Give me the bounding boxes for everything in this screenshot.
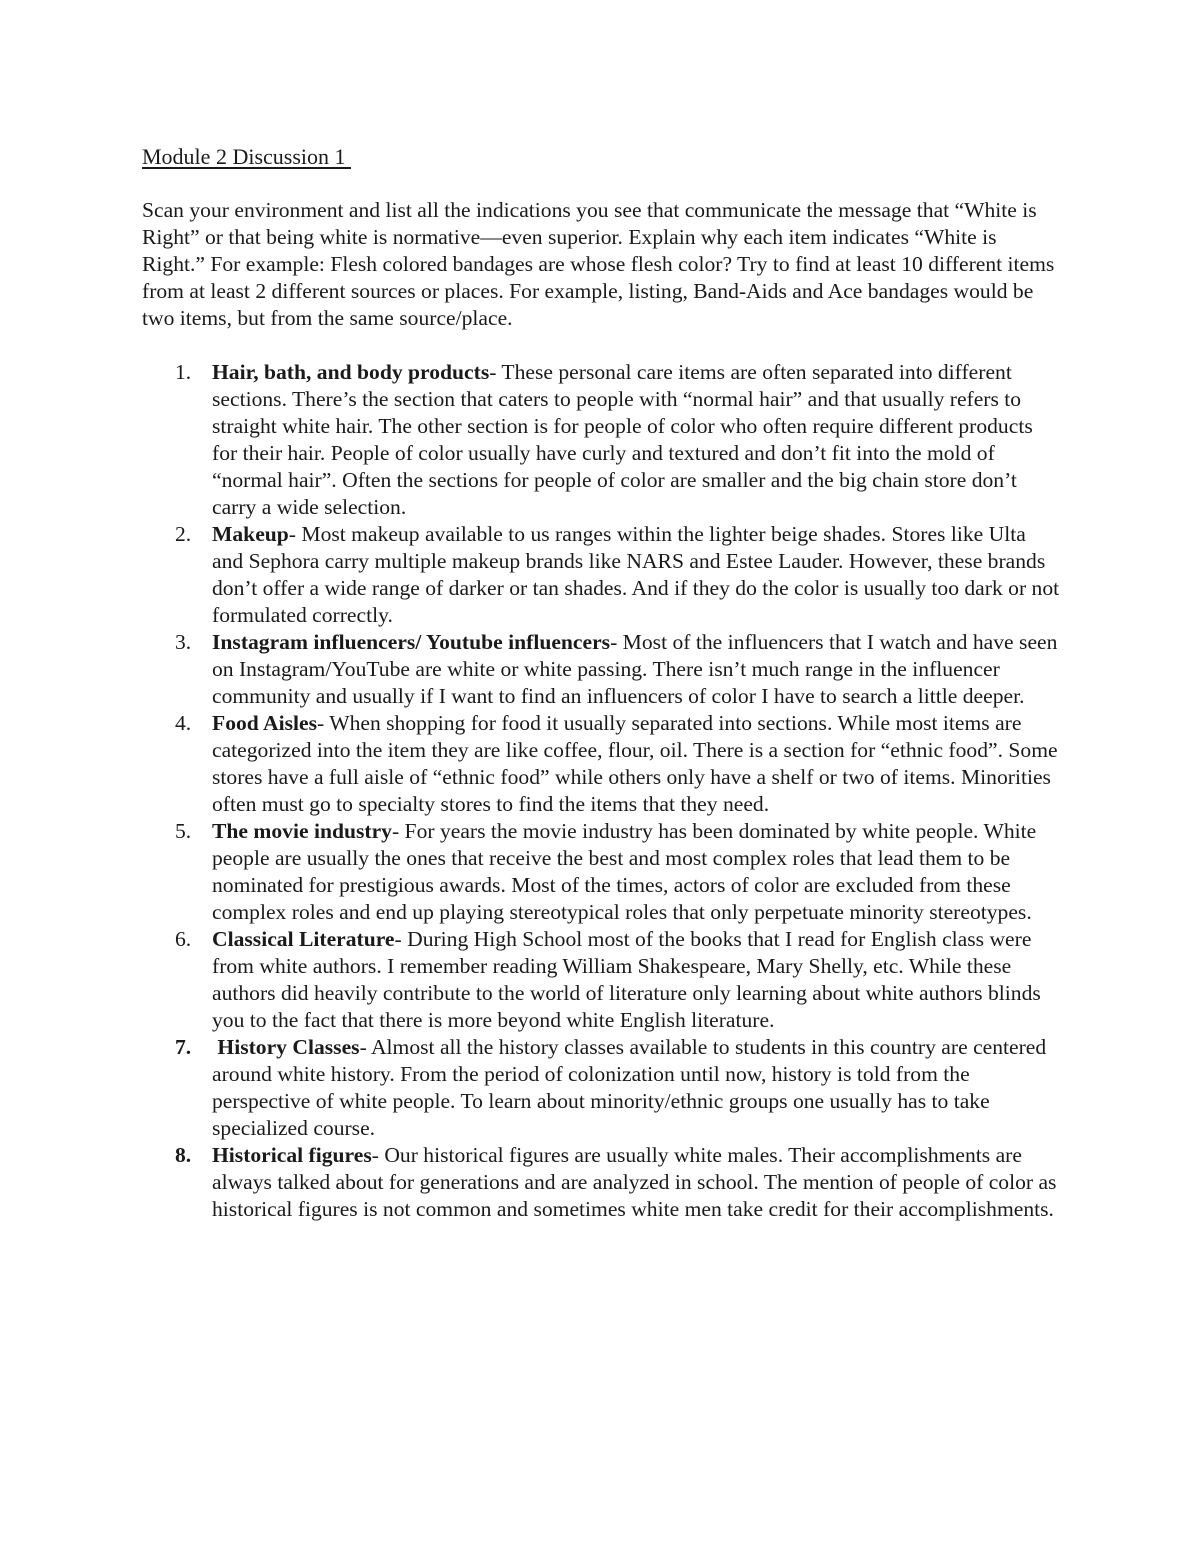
item-text: - Almost all the history classes available to students in this country are centered around white history. From the period of colonization until now, history is told from the perspective of white people. To learn about minority/ethnic groups one usually has to take specialized course.	[212, 1035, 1047, 1140]
list-item	[142, 710, 1060, 818]
document-title: Module 2 Discussion 1	[142, 144, 351, 169]
item-number: 7.	[175, 1035, 192, 1059]
item-text: - For years the movie industry has been dominated by white people. White people are usually the ones that receive the best and most complex roles that lead them to be nominated for prestigious awards. Most of the times, actors of color are excluded from these complex roles and end up playing stereotypical roles that only perpetuate minority stereotypes.	[212, 819, 1037, 924]
item-heading: Instagram influencers/ Youtube influencers	[212, 630, 611, 654]
list-item	[142, 629, 1060, 710]
item-heading: Historical figures	[212, 1143, 372, 1167]
item-heading: The movie industry	[212, 819, 392, 843]
list-item	[142, 1142, 1060, 1223]
item-text: - When shopping for food it usually separated into sections. While most items are categorized into the item they are like coffee, flour, oil. There is a section for “ethnic food”. Some stores have a full aisle of “ethnic food” while others only have a shelf or two of items. Minorities often must go to specialty stores to find the items that they need.	[212, 711, 1058, 816]
item-number: 5.	[175, 819, 192, 843]
item-heading: Classical Literature	[212, 927, 395, 951]
item-number: 1.	[175, 360, 192, 384]
items-list	[142, 359, 1060, 1223]
item-heading: Hair, bath, and body products	[212, 360, 490, 384]
item-number: 4.	[175, 711, 192, 735]
list-item	[142, 359, 1060, 521]
item-heading: Food Aisles	[212, 711, 317, 735]
item-heading: Makeup	[212, 522, 289, 546]
item-text: - These personal care items are often separated into different sections. There’s the section that caters to people with “normal hair” and that usually refers to straight white hair. The other section is for people of color who often require different products for their hair. People of color usually have curly and textured and don’t fit into the mold of “normal hair”. Often the sections for people of color are smaller and the big chain store don’t carry a wide selection.	[212, 360, 1033, 519]
assignment-prompt: Scan your environment and list all the indications you see that communicate the message that “White is Right” or that being white is normative—even superior. Explain why each item indicates “White is Right.” For example: Flesh colored bandages are whose flesh color? Try to find at least 10 different items from at least 2 different sources or places. For example, listing, Band-Aids and Ace bandages would be two items, but from the same source/place.	[142, 198, 1055, 330]
item-number: 8.	[175, 1143, 192, 1167]
document-page	[142, 144, 1060, 1223]
item-number: 3.	[175, 630, 192, 654]
list-item	[142, 818, 1060, 926]
item-heading: History Classes	[212, 1035, 360, 1059]
item-text: - Our historical figures are usually white males. Their accomplishments are always talked about for generations and are analyzed in school. The mention of people of color as historical figures is not common and sometimes white men take credit for their accomplishments.	[212, 1143, 1057, 1221]
list-item	[142, 1034, 1060, 1142]
item-text: - Most of the influencers that I watch and have seen on Instagram/YouTube are white or white passing. There isn’t much range in the influencer community and usually if I want to find an influencers of color I have to search a little deeper.	[212, 630, 1058, 708]
item-text: - Most makeup available to us ranges within the lighter beige shades. Stores like Ulta and Sephora carry multiple makeup brands like NARS and Estee Lauder. However, these brands don’t offer a wide range of darker or tan shades. And if they do the color is usually too dark or not formulated correctly.	[212, 522, 1060, 627]
list-item	[142, 521, 1060, 629]
list-item	[142, 926, 1060, 1034]
item-number: 2.	[175, 522, 192, 546]
item-number: 6.	[175, 927, 192, 951]
item-text: - During High School most of the books that I read for English class were from white authors. I remember reading William Shakespeare, Mary Shelly, etc. While these authors did heavily contribute to the world of literature only learning about white authors blinds you to the fact that there is more beyond white English literature.	[212, 927, 1041, 1032]
